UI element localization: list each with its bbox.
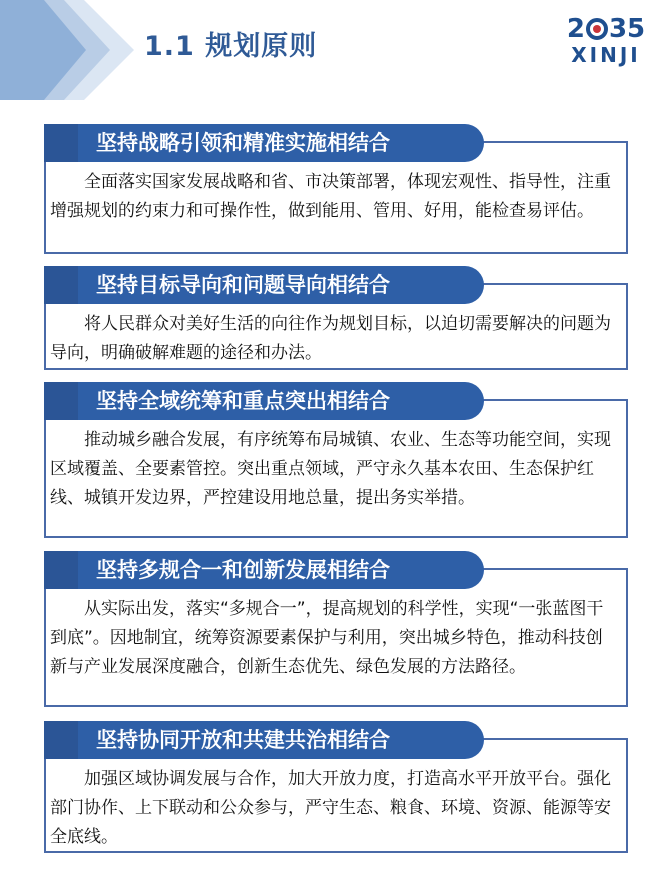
section-body: 从实际出发，落实“多规合一”，提高规划的科学性，实现“一张蓝图干到底”。因地制宜，统筹资源要素保护与利用，突出城乡特色，推动科技创新与产业发展深度融合，创新生态优先、绿色发展的方法路径。	[50, 599, 604, 677]
section-heading-tab	[44, 382, 78, 420]
section-heading: 坚持协同开放和共建共治相结合	[96, 728, 390, 752]
logo-name: XINJI	[571, 43, 641, 67]
xinji-2035-logo	[560, 14, 652, 66]
logo-year: 2 35	[566, 14, 646, 44]
section-body: 加强区域协调发展与合作，加大开放力度，打造高水平开放平台。强化部门协作、上下联动和公众参与，严守生态、粮食、环境、资源、能源等安全底线。	[50, 769, 611, 847]
section-open-cogovernance	[44, 721, 628, 853]
section-heading-tab	[44, 124, 78, 162]
logo-ring-icon	[586, 18, 608, 40]
section-strategy-implementation	[44, 124, 628, 254]
section-overall-focus	[44, 382, 628, 538]
section-heading: 坚持多规合一和创新发展相结合	[96, 558, 390, 582]
section-body: 将人民群众对美好生活的向往作为规划目标，以迫切需要解决的问题为导向，明确破解难题的途径和办法。	[50, 314, 611, 363]
section-heading: 坚持目标导向和问题导向相结合	[96, 273, 390, 297]
section-heading: 坚持全域统筹和重点突出相结合	[96, 389, 390, 413]
section-multi-plan-innovation	[44, 551, 628, 707]
section-body: 推动城乡融合发展，有序统筹布局城镇、农业、生态等功能空间，实现区域覆盖、全要素管控。突出重点领域，严守永久基本农田、生态保护红线、城镇开发边界，严控建设用地总量，提出务实举措。	[50, 430, 611, 508]
section-heading-tab	[44, 721, 78, 759]
section-heading-tab	[44, 551, 78, 589]
section-goal-problem	[44, 266, 628, 370]
section-heading-tab	[44, 266, 78, 304]
page-title: 1.1 规划原则	[144, 31, 318, 62]
section-heading: 坚持战略引领和精准实施相结合	[96, 131, 390, 155]
corner-decoration	[0, 0, 140, 100]
section-body: 全面落实国家发展战略和省、市决策部署，体现宏观性、指导性，注重增强规划的约束力和可操作性，做到能用、管用、好用，能检查易评估。	[50, 172, 611, 221]
